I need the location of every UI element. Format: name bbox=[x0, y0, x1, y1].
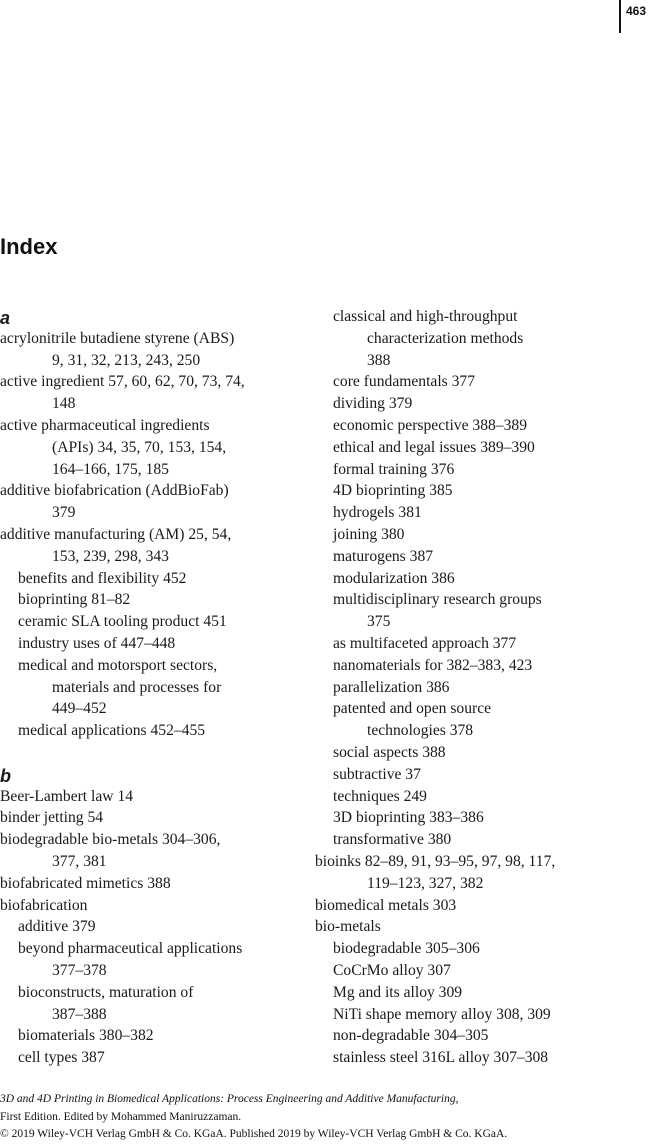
index-section-letter: a bbox=[0, 308, 11, 328]
index-subentry: additive 379 bbox=[18, 918, 96, 936]
section-spacer bbox=[0, 742, 312, 764]
index-subentry: ethical and legal issues 389–390 bbox=[333, 438, 535, 456]
page-footer bbox=[0, 1091, 507, 1144]
index-entry: active ingredient 57, 60, 62, 70, 73, 74, bbox=[0, 373, 245, 391]
index-subentry: hydrogels 381 bbox=[333, 504, 422, 522]
index-subentry: patented and open source bbox=[333, 700, 492, 718]
index-subentry: NiTi shape memory alloy 308, 309 bbox=[333, 1005, 551, 1023]
index-entry-continuation: technologies 378 bbox=[367, 722, 474, 740]
index-entry-continuation: 379 bbox=[52, 504, 76, 522]
index-entry-continuation: 387–388 bbox=[52, 1005, 107, 1023]
index-subentry: biomaterials 380–382 bbox=[18, 1027, 154, 1045]
footer-copyright: © 2019 Wiley-VCH Verlag GmbH & Co. KGaA. Published 2019 by Wiley-VCH Verlag GmbH & Co. KGaA. bbox=[0, 1128, 508, 1140]
index-entry-continuation: materials and processes for bbox=[52, 678, 222, 696]
footer-book-title: 3D and 4D Printing in Biomedical Applications: Process Engineering and Additive Manufacturing, bbox=[0, 1093, 459, 1105]
index-entry-continuation: 377, 381 bbox=[52, 852, 107, 870]
index-subentry: classical and high-throughput bbox=[333, 308, 518, 325]
index-entry: bio-metals bbox=[315, 918, 381, 936]
page-number: 463 bbox=[626, 4, 647, 18]
index-entry-continuation: 119–123, 327, 382 bbox=[367, 874, 484, 892]
page-title: Index bbox=[0, 234, 58, 259]
footer-edition: First Edition. Edited by Mohammed Maniruzzaman. bbox=[0, 1110, 242, 1123]
index-subentry: ceramic SLA tooling product 451 bbox=[18, 613, 227, 631]
index-subentry: techniques 249 bbox=[333, 787, 427, 805]
index-column-right bbox=[315, 306, 650, 1069]
index-subentry: biodegradable 305–306 bbox=[333, 940, 480, 958]
index-entry-continuation: 449–452 bbox=[52, 700, 107, 718]
index-subentry: formal training 376 bbox=[333, 460, 455, 478]
index-subentry: cell types 387 bbox=[18, 1049, 105, 1067]
index-entry-continuation: 375 bbox=[367, 613, 391, 631]
index-subentry: as multifaceted approach 377 bbox=[333, 634, 517, 652]
index-subentry: medical applications 452–455 bbox=[18, 722, 206, 740]
index-subentry: bioprinting 81–82 bbox=[18, 591, 131, 609]
index-entry: biomedical metals 303 bbox=[315, 896, 457, 914]
index-subentry: multidisciplinary research groups bbox=[333, 591, 542, 609]
index-subentry: maturogens 387 bbox=[333, 547, 434, 565]
index-subentry: dividing 379 bbox=[333, 395, 413, 413]
index-entry: biodegradable bio-metals 304–306, bbox=[0, 831, 221, 849]
index-subentry: parallelization 386 bbox=[333, 678, 450, 696]
index-subentry: non-degradable 304–305 bbox=[333, 1027, 489, 1045]
index-subentry: social aspects 388 bbox=[333, 743, 446, 761]
index-entry-continuation: 153, 239, 298, 343 bbox=[52, 547, 169, 565]
index-entry: Beer-Lambert law 14 bbox=[0, 787, 134, 805]
index-entry: binder jetting 54 bbox=[0, 809, 104, 827]
index-subentry: transformative 380 bbox=[333, 831, 452, 849]
index-subentry: benefits and flexibility 452 bbox=[18, 569, 187, 587]
index-entry-continuation: characterization methods bbox=[367, 329, 524, 347]
index-entry-continuation: (APIs) 34, 35, 70, 153, 154, bbox=[52, 438, 227, 456]
index-subentry: Mg and its alloy 309 bbox=[333, 983, 463, 1001]
index-entry: active pharmaceutical ingredients bbox=[0, 416, 210, 434]
index-entry-continuation: 9, 31, 32, 213, 243, 250 bbox=[52, 351, 201, 369]
index-subentry: stainless steel 316L alloy 307–308 bbox=[333, 1049, 549, 1067]
index-entry: additive manufacturing (AM) 25, 54, bbox=[0, 525, 232, 543]
index-entry-continuation: 377–378 bbox=[52, 961, 107, 979]
index-entry: bioinks 82–89, 91, 93–95, 97, 98, 117, bbox=[315, 852, 556, 870]
page-number-rule bbox=[619, 0, 621, 33]
index-column-left bbox=[0, 306, 312, 1069]
index-subentry: bioconstructs, maturation of bbox=[18, 983, 194, 1001]
index-subentry: nanomaterials for 382–383, 423 bbox=[333, 656, 533, 674]
index-section-letter: b bbox=[0, 765, 11, 786]
index-subentry: subtractive 37 bbox=[333, 765, 421, 783]
index-subentry: beyond pharmaceutical applications bbox=[18, 940, 243, 958]
index-subentry: modularization 386 bbox=[333, 569, 455, 587]
index-entry: biofabricated mimetics 388 bbox=[0, 874, 171, 892]
index-entry-continuation: 164–166, 175, 185 bbox=[52, 460, 169, 478]
index-subentry: 3D bioprinting 383–386 bbox=[333, 809, 484, 827]
index-subentry: 4D bioprinting 385 bbox=[333, 482, 453, 500]
index-subentry: joining 380 bbox=[333, 525, 405, 543]
index-entry-continuation: 388 bbox=[367, 351, 391, 369]
index-entry: additive biofabrication (AddBioFab) bbox=[0, 482, 229, 500]
index-subentry: medical and motorsport sectors, bbox=[18, 656, 218, 674]
index-subentry: industry uses of 447–448 bbox=[18, 634, 176, 652]
index-entry: biofabrication bbox=[0, 896, 88, 914]
index-entry-continuation: 148 bbox=[52, 395, 76, 413]
index-subentry: economic perspective 388–389 bbox=[333, 416, 527, 434]
index-subentry: core fundamentals 377 bbox=[333, 373, 476, 391]
index-subentry: CoCrMo alloy 307 bbox=[333, 961, 451, 979]
index-entry: acrylonitrile butadiene styrene (ABS) bbox=[0, 329, 235, 347]
